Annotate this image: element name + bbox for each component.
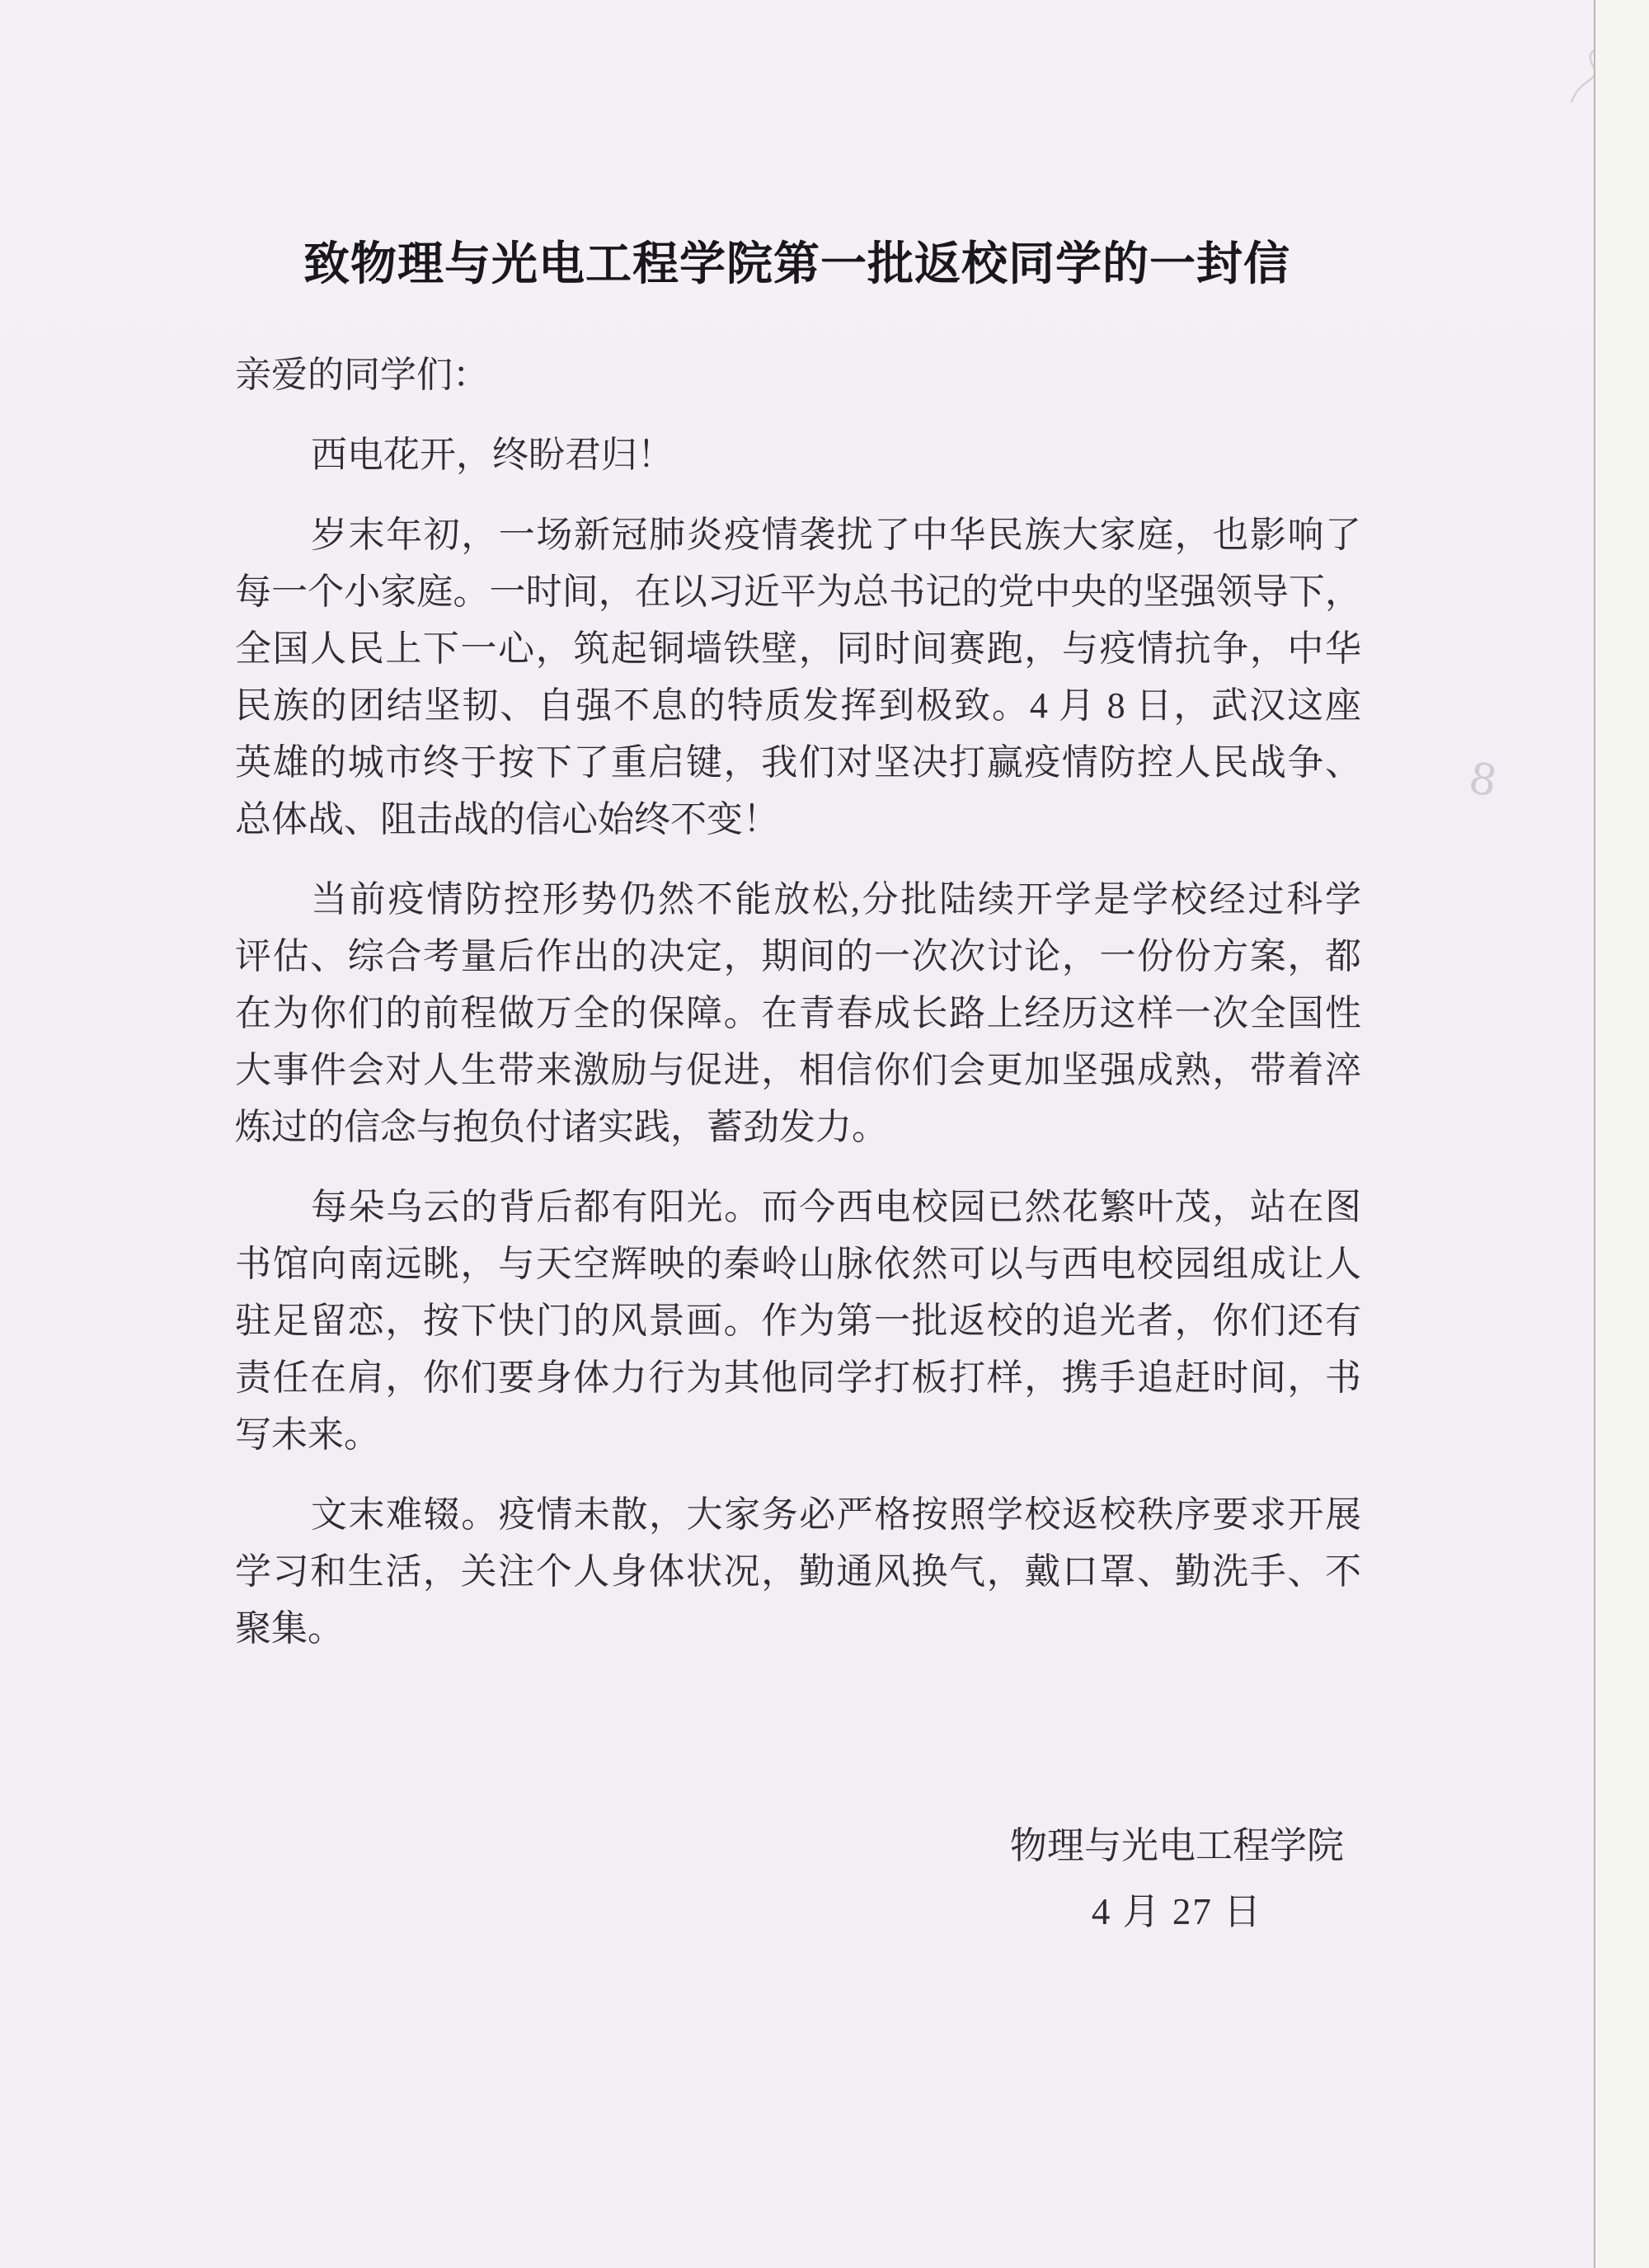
signature-organization: 物理与光电工程学院 <box>1009 1825 1344 1866</box>
paragraph-line: 文末难辍。疫情未散，大家务必严格按照学校返校秩序要求开展 <box>311 1494 1361 1535</box>
paragraph <box>235 1486 1361 1657</box>
paragraph-line: 在为你们的前程做万全的保障。在青春成长路上经历这样一次全国性 <box>235 993 1361 1033</box>
paragraph-line: 炼过的信念与抱负付诸实践，蓄劲发力。 <box>235 1107 888 1147</box>
signature-date: 4 月 27 日 <box>1091 1891 1263 1932</box>
paragraph-line: 全国人民上下一心，筑起铜墙铁壁，同时间赛跑，与疫情抗争，中华 <box>235 628 1361 669</box>
stray-pen-mark: 8 <box>1465 753 1501 807</box>
paragraph <box>235 506 1361 848</box>
paragraph <box>235 426 1361 483</box>
paragraph-line: 西电花开，终盼君归！ <box>311 435 674 475</box>
paragraph-line: 当前疫情防控形势仍然不能放松,分批陆续开学是学校经过科学 <box>311 879 1361 920</box>
paragraph <box>235 871 1361 1155</box>
paragraph-line: 责任在肩，你们要身体力行为其他同学打板打样，携手追赶时间，书 <box>235 1358 1361 1398</box>
paragraph-line: 民族的团结坚韧、自强不息的特质发挥到极致。4 月 8 日，武汉这座 <box>235 685 1361 726</box>
paragraph-line: 学习和生活，关注个人身体状况，勤通风换气，戴口罩、勤洗手、不 <box>235 1551 1361 1592</box>
salutation: 亲爱的同学们： <box>235 355 489 395</box>
signature-block <box>1010 1824 1344 1933</box>
paragraph-line: 大事件会对人生带来激励与促进，相信你们会更加坚强成熟，带着淬 <box>235 1050 1361 1090</box>
scanner-edge-strip <box>1594 0 1649 2268</box>
paragraph-line: 书馆向南远眺，与天空辉映的秦岭山脉依然可以与西电校园组成让人 <box>235 1244 1361 1284</box>
paragraph-line: 总体战、阻击战的信心始终不变！ <box>235 799 779 840</box>
paragraph <box>235 1179 1361 1463</box>
paragraph-line: 每一个小家庭。一时间，在以习近平为总书记的党中央的坚强领导下， <box>235 572 1361 612</box>
letter-body <box>235 346 1361 1657</box>
paragraph-line: 评估、综合考量后作出的决定，期间的一次次讨论，一份份方案，都 <box>235 936 1361 976</box>
paragraphs-container <box>235 426 1361 1657</box>
paragraph-line: 聚集。 <box>235 1608 344 1649</box>
letter-title: 致物理与光电工程学院第一批返校同学的一封信 <box>303 238 1290 289</box>
paragraph-line: 驻足留恋，按下快门的风景画。作为第一批返校的追光者，你们还有 <box>235 1301 1361 1341</box>
paragraph-line: 每朵乌云的背后都有阳光。而今西电校园已然花繁叶茂，站在图 <box>311 1187 1361 1227</box>
paragraph-line: 写未来。 <box>235 1414 380 1455</box>
paragraph-line: 岁末年初，一场新冠肺炎疫情袭扰了中华民族大家庭，也影响了 <box>311 515 1361 555</box>
paragraph-line: 英雄的城市终于按下了重启键，我们对坚决打赢疫情防控人民战争、 <box>235 742 1361 783</box>
